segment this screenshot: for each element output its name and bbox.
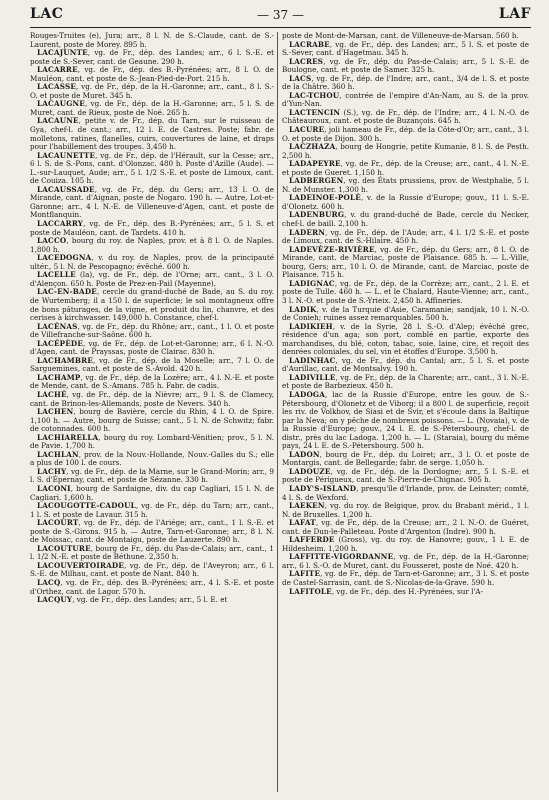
- entry-text: , v. de la Russie d'Europe; gouv., 11 l. S.-E. d'Olonetz. 600 h.: [282, 193, 529, 211]
- entry-text: poste de Mont-de-Marsan, cant. de Villeneuve-de-Marsan. 560 h.: [282, 32, 519, 40]
- entry-text: , v. de la Turquie d'Asie, Caramanie; sandjak, 10 l. N.-O. de Conieh; ruines assez remarquables. 500 h.: [282, 304, 529, 323]
- dictionary-entry: [30, 545, 274, 562]
- entry-text: , vg. de Fr., dép. des B.-Pyrénées; arr., 8 l. O. de Mauléon, cant. et poste de S.-Jean-Pied-de-Port. 215 h.: [30, 65, 274, 83]
- entry-text: , vg. de Fr., dép. de l'Aude; arr., 4 l. 1/2 S.-E. et poste de Limoux, cant. de S.-Hilaire. 450 h.: [282, 227, 529, 246]
- entry-headword: LAFITE: [289, 569, 321, 579]
- dictionary-entry: [282, 109, 529, 126]
- entry-text: , bourg de Fr., dép. du Pas-de-Calais; arr., cant., 1 l. 1/2 N.-E. et poste de Béthune. 2,350 h.: [30, 543, 274, 562]
- entry-text: , v. du roy. de Naples, prov. de la principauté ultér., 5 l. N. de Pescopagno; évêché. 600 h.: [30, 253, 274, 271]
- entry-headword: LACOUTURE: [37, 543, 91, 553]
- dictionary-entry: [282, 391, 529, 451]
- entry-headword: LACOURT: [37, 518, 79, 528]
- entry-text: , vg. de Fr., dép. de la Creuse; arr., 2 l. N.-O. de Guéret, cant. de Dun-le-Palleteau. Poste d'Argenton (Indre). 900 h.: [282, 518, 529, 536]
- dictionary-entry: [30, 408, 274, 434]
- dictionary-entry: [282, 58, 529, 75]
- entry-text: , lac de la Russie d'Europe, entre les gouv. de S.-Pétersbourg, d'Olonetz et de Viborg; il a 800 l. de superficie, reçoit les riv. de Volkhov, de Siasi et de Svir, et s'écoule dans la Baltique par la Neva; on y pêche de nombreux poissons. — L. (Novaia), v. de la Russie d'Europe; gouv., 24 l. E. de S.-Pétersbourg, chef-l. de distr., près du lac Ladoga. 1,200 h. — L. (Staraia), bourg du même pays, 24 l. E. de S.-Pétersbourg. 500 h.: [282, 389, 529, 451]
- dictionary-entry: [30, 66, 274, 83]
- dictionary-entry: [282, 536, 529, 553]
- dictionary-entry: [30, 391, 274, 408]
- entry-headword: LACOUGOTTE-CADOUL: [37, 501, 136, 511]
- entry-headword: LAFITOLE: [289, 586, 332, 596]
- right-running-head: LAF: [498, 6, 531, 22]
- entry-text: , vg. de Fr., dép. des Landes; arr., 5 l. E. et: [72, 595, 228, 605]
- entry-text: , vg. de Fr., dép. du Cantal; arr., 5 l. S. et poste d'Aurillac, cant. de Montsalvy. 190 h.: [282, 355, 529, 374]
- entry-text: , vg. de Fr., dép. de la Nièvre; arr., 9 l. S. de Clamecy, cant. de Brinon-les-Allemands, poste de Nevers. 340 h.: [30, 389, 274, 408]
- dictionary-entry: [282, 92, 529, 109]
- entry-headword: LADEINOE-POLÉ: [289, 193, 361, 203]
- dictionary-entry: [30, 220, 274, 237]
- dictionary-entry: [282, 485, 529, 502]
- dictionary-entry: [30, 340, 274, 357]
- dictionary-entry: [30, 357, 274, 374]
- entry-text: , prov. de la Nouv.-Hollande, Nouv.-Galles du S.; elle a plus de 100 l. de cours.: [30, 449, 274, 468]
- entry-text: , vg. de Fr., dép. de la Moselle; arr., 7 l. O. de Sarguemines, cant. et poste de S.-Avold. 420 h.: [30, 355, 274, 374]
- entry-headword: LACQUY: [37, 595, 73, 605]
- dictionary-entry: [30, 288, 274, 322]
- entry-text: , bourg du roy. de Naples, prov. et à 8 l. O. de Naples. 1,800 h.: [30, 236, 274, 254]
- dictionary-entry: [282, 211, 529, 228]
- entry-headword: LAFFERDE: [289, 535, 335, 545]
- dictionary-entry: [30, 434, 274, 451]
- dictionary-entry: [282, 519, 529, 536]
- left-column: [30, 32, 274, 796]
- dictionary-entry: [282, 246, 529, 280]
- entry-text: , vg. de Fr., dép. de la H.-Garonne; arr., 5 l. S. de Muret, cant. de Rieux, poste de Noé. 265 h.: [30, 99, 274, 117]
- entry-headword: LACOUVERTOIRADE: [37, 560, 125, 570]
- entry-headword: LADENBURG: [289, 210, 345, 220]
- entry-headword: LAEKEN: [289, 501, 325, 511]
- entry-text: , vg. de Fr., dép. du Rhône; arr., cant., 1 l. O. et poste de Villefranche-sur-Saône. 600 h.: [30, 321, 274, 340]
- entry-headword: LAFFITTE-VIGORDANNE: [289, 552, 394, 562]
- entry-text: , bourg de Hongrie, petite Kumanie, 8 l. S. de Pesth. 2,500 h.: [282, 142, 529, 160]
- entry-text: , vg. des États prussiens, prov. de Westphalie, 5 l. N. de Munster. 1,300 h.: [282, 176, 529, 194]
- entry-text: , vg. de Fr., dép. de la Lozère; arr., 4 l. N.-E. et poste de Mende, cant. de S.-Amans. 785 h. Fabr. de cadis.: [30, 372, 274, 391]
- entry-headword: LACEDOGNA: [37, 253, 92, 263]
- entry-text: , bourg de Fr., dép. du Loiret; arr., 3 l. O. et poste de Montargis, cant. de Bellegarde; fabr. de serge. 1,050 h.: [282, 449, 529, 468]
- dictionary-entry: [30, 562, 274, 579]
- entry-text: , vg. de Fr., dép. de la H.-Garonne; arr., 6 l. S.-O. de Muret, cant. du Fousseret, poste de Noé. 420 h.: [282, 552, 529, 570]
- dictionary-entry: [30, 502, 274, 519]
- dictionary-entry: [282, 553, 529, 570]
- entry-headword: LAFAT: [289, 518, 316, 528]
- dictionary-entry: [282, 588, 529, 597]
- entry-headword: LACHLAN: [37, 449, 79, 459]
- entry-headword: LACARRE: [37, 65, 78, 75]
- dictionary-entry: [282, 280, 529, 306]
- dictionary-entry: [30, 579, 274, 596]
- dictionary-entry: [282, 306, 529, 323]
- entry-text: , cercle du grand-duché de Bade, au S. du roy. de Wurtemberg; il a 150 l. de superficie; le sol montagneux offre de bons pâturages, de la vigne, et produit du lin, chanvre, et des cerises à kirchwasser. 149,000 h. Constance, chef-l.: [30, 287, 274, 323]
- dictionary-entry: [282, 75, 529, 92]
- entry-headword: LADY'S-ISLAND: [289, 483, 357, 493]
- dictionary-entry: [30, 468, 274, 485]
- entry-text: , vg. de Fr., dép. du Tarn; arr., cant., 1 l. S. et poste de Lavaur. 315 h.: [30, 501, 274, 519]
- entry-headword: LACAUSSADE: [37, 184, 95, 194]
- entry-headword: LADIGNAC: [289, 278, 335, 288]
- entry-text: , vg. de Fr., dép. des H.-Pyrénées, sur l'A-: [331, 586, 484, 596]
- entry-headword: LACHY: [37, 466, 67, 476]
- entry-headword: LACRABE: [289, 39, 330, 49]
- entry-headword: LACHÉ: [37, 389, 67, 399]
- dictionary-entry: [30, 323, 274, 340]
- entry-headword: LACAUNETTE: [37, 150, 96, 160]
- entry-headword: LADOUZE: [289, 466, 331, 476]
- entry-headword: LACÉNAS: [37, 321, 78, 331]
- entry-text: , vg. de Fr., dép. de la Dordogne; arr., 5 l. S.-E. et poste de Périgueux, cant. de S.-Pierre-de-Chignac. 905 h.: [282, 466, 529, 485]
- entry-text: , vg. de Fr., dép. du Gers; arr., 13 l. O. de Mirande, cant. d'Aignan, poste de Nogaro. 190 h. — Autre, Lot-et-Garonne; arr., 4 l. N.-E. de Villeneuve-d'Agen, cant. et poste de Montflanquin.: [30, 184, 274, 220]
- entry-headword: LACTENCIN: [289, 107, 341, 117]
- dictionary-entry: [30, 237, 274, 254]
- entry-text: , vg. de Fr., dép. de la H.-Garonne; arr., cant., 8 l. S.-O. et poste de Muret. 345 h.: [30, 82, 274, 100]
- entry-text: , vg. de Fr., dép. de la Creuse; arr., cant., 4 l. N.-E. et poste de Gueret. 1,150 h.: [282, 159, 529, 177]
- dictionary-entry: [282, 41, 529, 58]
- header-rule: [30, 27, 531, 28]
- entry-headword: LADON: [289, 449, 320, 459]
- dictionary-entry: [282, 451, 529, 468]
- dictionary-entry: [30, 374, 274, 391]
- entry-text: , v. du grand-duché de Bade, cercle du Necker, chef-l. de baill. 2,100 h.: [282, 210, 529, 229]
- entry-headword: LADERN: [289, 227, 326, 237]
- entry-text: , vg. de Fr., dép. de Lot-et-Garonne; arr., 6 l. N.-O. d'Agen, cant. de Prayssas, poste de Clairac. 830 h.: [30, 338, 274, 357]
- entry-headword: LADAPEYRE: [289, 159, 341, 169]
- dictionary-entry: [30, 186, 274, 220]
- entry-text: , bourg du roy. Lombard-Vénitien; prov., 5 l. N. de Pavie. 1,700 h.: [30, 432, 274, 451]
- entry-headword: LACHIARELLA: [37, 432, 99, 442]
- dictionary-entry: [282, 357, 529, 374]
- dictionary-entry: [282, 323, 529, 357]
- entry-text: , joli hameau de Fr., dép. de la Côte-d'Or; arr., cant., 3 l. O. et poste de Dijon. 300 h.: [282, 125, 529, 143]
- dictionary-entry: [30, 451, 274, 468]
- entry-text: , v. de la Syrie, 28 l. S.-O. d'Alep; évêché grec, résidence d'un aga; son port, comblé en partie, exporte des marchandises, du blé, coton, tabac, soie, laine, cire, et reçoit des denrées coloniales, du sel, vin et étoffes d'Europe. 3,500 h.: [282, 321, 529, 357]
- dictionary-entry: [282, 229, 529, 246]
- entry-text: , petite v. de Fr., dép. du Tarn, sur le ruisseau de Gya, chef-l. de cant.; arr., 12 l. E. de Castres. Poste; fabr. de molletons, ratines, flanelles, cuirs, couvertures de laine, et draps pour l'habillement des troupes. 3,450 h.: [30, 116, 274, 152]
- entry-headword: LACQ: [37, 578, 61, 587]
- entry-headword: LACURE: [289, 125, 325, 135]
- dictionary-entry: [30, 152, 274, 186]
- dictionary-entry: [282, 502, 529, 519]
- entry-headword: LAC-EN-BADE: [37, 287, 97, 297]
- entry-text: , vg. de Fr., dép. de Tarn-et-Garonne; arr., 3 l. S. et poste de Castel-Sarrasin, cant. de S.-Nicolas-de-la-Grave. 590 h.: [282, 569, 529, 587]
- entry-headword: LADBERGEN: [289, 176, 344, 186]
- entry-text: , bourg de Sardaigne, div. du cap Cagliari, 15 l. N. de Cagliari. 1,600 h.: [30, 483, 274, 502]
- entry-headword: LACAUGNE: [37, 99, 85, 109]
- entry-text: , bourg de Bavière, cercle du Rhin, 4 l. O. de Spire. 1,100 h. — Autre, bourg de Suisse; cant., 5 l. N. de Schwitz; fabr. de cotonnades. 600 h.: [30, 407, 274, 434]
- entry-text: , vg. de Fr., dép. des Landes; arr., 5 l. S. et poste de S.-Sever, cant. d'Hagetmau. 345 h.: [282, 39, 529, 58]
- entry-headword: LACZHAZA: [289, 142, 336, 152]
- right-column: [282, 32, 529, 796]
- dictionary-entry: [282, 177, 529, 194]
- entry-headword: LACCARRY: [37, 219, 84, 229]
- entry-text: , vg. de Fr., dép. de l'Hérault, sur la Cesse; arr., 6 l. S. de S.-Pons, cant. d'Olonzac. 480 h. Poste d'Azille (Aude). — L.-sur-Lauquet, Aude; arr., 5 l. 1/2 S.-E. et poste de Limoux, cant. de Couiza. 105 h.: [30, 150, 274, 186]
- entry-headword: LADIVILLE: [289, 372, 336, 382]
- entry-text: , presqu'île d'Irlande, prov. de Leinster; comté, 4 l. S. de Wexford.: [282, 483, 529, 502]
- entry-text: , vg. du roy. de Belgique, prov. du Brabant mérid., 1 l. N. de Bruxelles. 1,200 h.: [282, 501, 529, 519]
- dictionary-entry: [30, 254, 274, 271]
- entry-text: (la), vg. de Fr., dép. de l'Orne; arr., cant., 3 l. O. d'Alençon. 650 h. Poste de Prez-en-Pail (Mayenne).: [30, 270, 274, 288]
- dictionary-entry: [30, 519, 274, 545]
- entry-headword: LAC-TCHOU: [289, 90, 340, 100]
- dictionary-entry: [282, 570, 529, 587]
- entry-text: , vg. de Fr., dép. du Gers; arr., 8 l. O. de Mirande, cant. de Marciac, poste de Plaisance. 685 h. — L.-Ville, bourg, Gers; arr., 10 l. O. de Mirande, cant. de Marciac, poste de Plaisance. 715 h.: [282, 244, 529, 280]
- entry-text: , vg. de Fr., dép. de la Marne, sur le Grand-Morin; arr., 9 l. S. d'Épernay, cant. et poste de Sézanne. 330 h.: [30, 466, 274, 485]
- entry-text: , vg. de Fr., dép. de la Corrèze; arr., cant., 2 l. E. et poste de Tulle. 460 h. — L. et le Chalard, Haute-Vienne; arr., cant., 3 l. N.-O. et poste de S.-Yrieix. 2,450 h. Affineries.: [282, 278, 529, 305]
- entry-text: (Gross), vg. du roy. de Hanovre; gouv., 1 l. E. de Hildesheim. 1,200 h.: [282, 535, 529, 553]
- page-header: [30, 6, 531, 28]
- entry-text: , vg. de Fr., dép. de l'Indre; arr., cant., 3/4 de l. S. et poste de la Châtre. 360 h.: [282, 73, 529, 92]
- dictionary-entry: [282, 194, 529, 211]
- dictionary-entry: [30, 100, 274, 117]
- dictionary-entry: [30, 117, 274, 151]
- dictionary-entry: [30, 485, 274, 502]
- entry-headword: LADEVÈZE-RIVIÈRE: [289, 244, 375, 254]
- entry-headword: LACHEN: [37, 407, 74, 417]
- entry-text: , vg. de Fr., dép. de l'Ariége; arr., cant., 1 l. S.-E. et poste de S.-Girons. 915 h. — Autre, Tarn-et-Garonne; arr., 8 l. N. de Moissac, cant. de Montaigu, poste de Lauzerte. 890 h.: [30, 518, 274, 545]
- page-number: — 37 —: [257, 8, 304, 22]
- entry-headword: LACHAMP: [37, 372, 81, 382]
- entry-headword: LACÉPÈDE: [37, 338, 84, 348]
- dictionary-entry: [282, 143, 529, 160]
- entry-headword: LACAUNE: [37, 116, 79, 126]
- entry-headword: LADIKIEH: [289, 321, 333, 331]
- dictionary-entry: [30, 49, 274, 66]
- entry-text: , vg. de Fr., dép. des B.-Pyrénées; arr., 5 l. S. et poste de Mauléon, cant. de Tardets. 410 h.: [30, 219, 274, 237]
- dictionary-entry: [282, 160, 529, 177]
- entry-headword: LACCO: [37, 236, 67, 246]
- entry-headword: LADINHAC: [289, 355, 336, 365]
- entry-headword: LACASSE: [37, 82, 77, 92]
- dictionary-entry: [282, 468, 529, 485]
- entry-headword: LADIK: [289, 304, 317, 314]
- dictionary-entry: [30, 271, 274, 288]
- entry-text: , contrée de l'empire d'An-Nam, au S. de la prov. d'Yun-Nan.: [282, 90, 529, 109]
- entry-text: Rouges-Truites (e), Jura; arr., 8 l. N. de S.-Claude, cant. de S.-Laurent, poste de Morey. 895 h.: [30, 32, 274, 49]
- left-running-head: LAC: [30, 6, 64, 22]
- entry-headword: LACELLE: [37, 270, 76, 280]
- dictionary-entry: [282, 374, 529, 391]
- dictionary-entry: [30, 83, 274, 100]
- entry-text: (S.), vg. de Fr., dép. de l'Indre; arr., 4 l. N.-O. de Châteauroux, cant. et poste de Buzançois. 645 h.: [282, 107, 529, 126]
- column-divider: [277, 32, 278, 792]
- entry-text: , vg. de Fr., dép. de l'Aveyron; arr., 6 l. S.-E. de Milhau, cant. et poste de Nant. 840 h.: [30, 560, 274, 579]
- entry-headword: LACONI: [37, 483, 71, 493]
- entry-headword: LACS: [289, 73, 312, 83]
- entry-headword: LACHAMBRE: [37, 355, 94, 365]
- entry-text: , vg. de Fr., dép. des Landes; arr., 6 l. S.-E. et poste de S.-Sever, cant. de Geaune. 290 h.: [30, 48, 274, 66]
- entry-headword: LACAJUNTE: [37, 48, 88, 58]
- entry-text: , vg. de Fr., dép. de la Charente; arr., cant., 3 l. N.-E. et poste de Barbezieux. 450 h.: [282, 372, 529, 391]
- entry-headword: LACRES: [289, 56, 324, 66]
- entry-headword: LADOGA: [289, 389, 326, 399]
- dictionary-entry: [30, 32, 274, 49]
- entry-text: , vg. de Fr., dép. des B.-Pyrénées; arr., 4 l. S.-E. et poste d'Orthez, cant. de Lagor. 570 h.: [30, 578, 274, 596]
- entry-text: , vg. de Fr., dép. du Pas-de-Calais; arr., 5 l. S.-E. de Boulogne, cant. et poste de Samer. 325 h.: [282, 56, 529, 75]
- dictionary-entry: [30, 596, 274, 605]
- dictionary-entry: [282, 126, 529, 143]
